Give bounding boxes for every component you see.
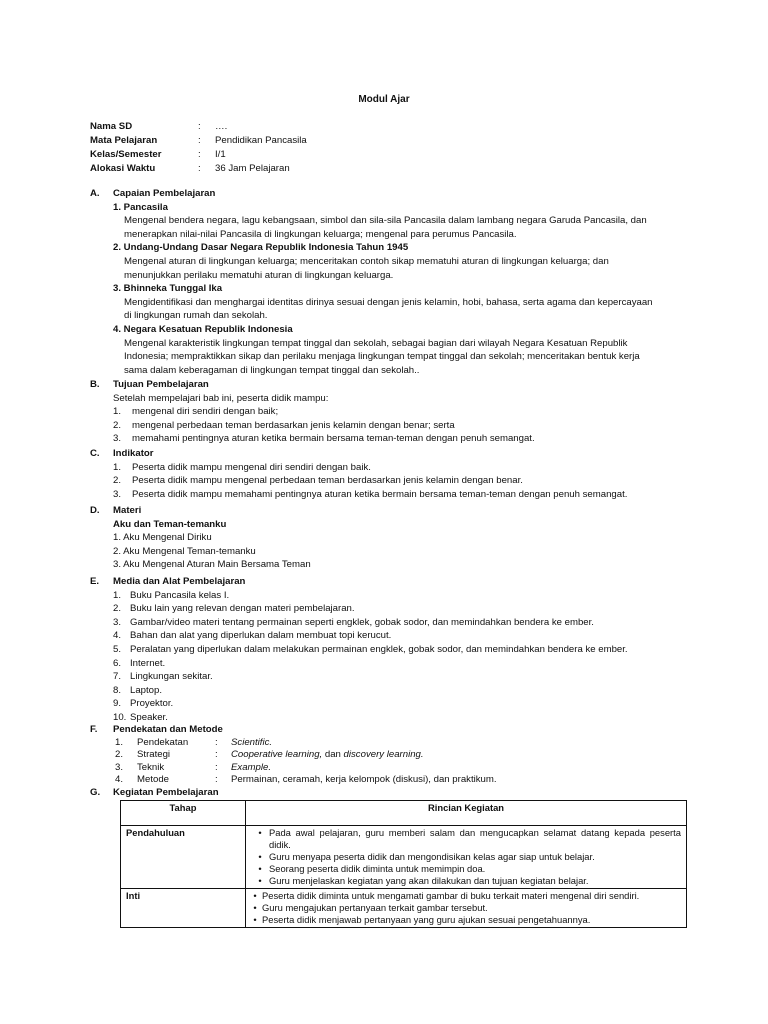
list-text: Gambar/video materi tentang permainan seperti engklek, gobak sodor, dan memindahkan bendera ke ember. [130,616,594,628]
bullet-item [248,902,681,914]
list-number: 9. [113,698,122,710]
list-text: Lingkungan sekitar. [130,671,213,683]
list-text: Laptop. [130,684,163,696]
section-pendekatan [90,723,690,787]
method-row [115,749,690,762]
list-item [113,657,690,671]
list-item [113,684,690,698]
section-heading [90,187,690,201]
identity-colon: : [198,163,201,174]
bullet-text: Guru menjelaskan kegiatan yang akan dilakukan dan tujuan kegiatan belajar. [269,875,589,886]
details-cell [246,826,687,889]
bullet-symbol: • [253,902,257,913]
list-text: Peserta didik mampu mengenal perbedaan teman berdasarkan jenis kelamin dengan benar. [132,475,523,487]
list-number: 1. [113,406,122,418]
list-item [113,461,690,475]
list-number: 3. [113,616,122,628]
bullet-item [251,827,681,851]
list-number: 2. [113,475,122,487]
table-row [121,826,687,889]
list-item [113,432,690,446]
method-value: Permainan, ceramah, kerja kelompok (diskusi), dan praktikum. [231,774,497,786]
method-row [115,762,690,775]
list-text: Speaker. [130,711,168,723]
identity-label: Mata Pelajaran [90,135,158,146]
bullet-symbol: • [258,827,262,838]
list-item [113,474,690,488]
list-item [113,589,690,603]
list-number: 2. [113,603,122,615]
list-item [113,616,690,630]
section-letter: D. [90,505,100,516]
section-heading [90,447,690,461]
capaian-subheading: 1. Pancasila [113,201,168,213]
bullet-symbol: • [253,890,257,901]
list-number: 5. [113,643,122,655]
identity-value: …. [215,121,228,132]
identity-row [90,120,307,134]
bullet-text: Seorang peserta didik diminta untuk memimpin doa. [269,863,486,874]
method-colon: : [215,761,218,773]
bullet-text: Guru mengajukan pertanyaan terkait gambar tersebut. [262,902,488,913]
section-intro: Setelah mempelajari bab ini, peserta didik mampu: [113,392,329,404]
section-title: Tujuan Pembelajaran [113,379,209,390]
section-media [90,575,690,725]
list-number: 10. [113,711,127,723]
method-key: Pendekatan [137,736,189,748]
paragraph-line: menerapkan nilai-nilai Pancasila di lingkungan keluarga; mengenal para perumus Pancasila. [124,228,517,240]
section-letter: C. [90,448,100,459]
list-item [113,488,690,502]
method-value: dan [322,749,344,761]
section-title: Kegiatan Pembelajaran [113,787,219,798]
method-value: Scientific. [231,736,273,748]
list-item [113,697,690,711]
capaian-subheading: 2. Undang-Undang Dasar Negara Republik Indonesia Tahun 1945 [113,242,409,254]
paragraph-line: Mengidentifikasi dan menghargai identitas dirinya sesuai dengan jenis kelamin, hobi, bahasa, serta agama dan kepercayaan [124,296,653,308]
list-number: 3. [113,433,122,445]
method-key: Strategi [137,749,171,761]
identity-label: Nama SD [90,121,133,132]
table-header-row [121,801,687,826]
paragraph-line: menunjukkan perilaku mematuhi aturan di lingkungan keluarga. [124,269,394,281]
list-number: 6. [113,657,122,669]
paragraph-line: Indonesia; mempraktikkan sikap dan perilaku menjaga lingkungan tempat tinggal dan sekolah; menceritakan bentuk kerja [124,351,640,363]
section-kegiatan [90,786,690,800]
section-title: Pendekatan dan Metode [113,724,223,735]
list-number: 1. [113,589,122,601]
identity-block [90,120,307,176]
section-heading [90,786,690,800]
list-text: Peserta didik mampu mengenal diri sendiri dengan baik. [132,461,371,473]
identity-label: Alokasi Waktu [90,163,156,174]
bullet-item [251,875,681,887]
stage-cell: Pendahuluan [121,826,246,889]
bullet-text: Guru menyapa peserta didik dan mengondisikan kelas agar siap untuk belajar. [269,851,595,862]
list-number: 2. [115,749,124,761]
table-header-rincian: Rincian Kegiatan [246,801,687,826]
bullet-text: Peserta didik menjawab pertanyaan yang guru ajukan sesuai pengetahuannya. [262,914,591,925]
section-tujuan [90,378,690,446]
list-number: 4. [113,630,122,642]
list-text: mengenal perbedaan teman berdasarkan jenis kelamin dengan benar; serta [132,419,455,431]
table-header-tahap: Tahap [121,801,246,826]
section-heading [90,504,690,518]
list-number: 2. [113,419,122,431]
identity-row [90,162,307,176]
identity-value: 36 Jam Pelajaran [215,163,290,174]
list-number: 4. [115,774,124,786]
table-row [121,889,687,928]
stage-cell: Inti [121,889,246,928]
capaian-subheading: 4. Negara Kesatuan Republik Indonesia [113,323,293,335]
materi-item: 2. Aku Mengenal Teman-temanku [113,545,256,557]
section-title: Media dan Alat Pembelajaran [113,576,246,587]
materi-subheading: Aku dan Teman-temanku [113,518,227,530]
method-colon: : [215,774,218,786]
section-capaian [90,187,690,377]
list-item [113,629,690,643]
bullet-text: Peserta didik diminta untuk mengamati gambar di buku terkait materi mengenal diri sendiri. [262,890,640,901]
section-letter: G. [90,787,101,798]
identity-value: I/1 [215,149,226,160]
identity-row [90,134,307,148]
bullet-symbol: • [258,851,262,862]
list-number: 3. [113,488,122,500]
identity-colon: : [198,121,201,132]
identity-row [90,148,307,162]
bullet-text: Pada awal pelajaran, guru memberi salam dan mengucapkan selamat datang kepada peserta didik. [269,827,681,850]
list-number: 1. [113,461,122,473]
method-colon: : [215,749,218,761]
method-value: Cooperative learning, [231,749,323,761]
materi-item: 1. Aku Mengenal Diriku [113,532,212,544]
list-text: Peralatan yang diperlukan dalam melakukan permainan engklek, gobak sodor, dan memindahkan bendera ke ember. [130,643,628,655]
method-row [115,737,690,750]
method-value: Example. [231,761,271,773]
materi-item: 3. Aku Mengenal Aturan Main Bersama Teman [113,559,311,571]
method-value: discovery learning. [343,749,424,761]
paragraph-line: Mengenal aturan di lingkungan keluarga; menceritakan contoh sikap mematuhi aturan di lingkungan keluarga; dan [124,255,609,267]
section-indikator [90,447,690,501]
list-number: 3. [115,761,124,773]
list-text: Bahan dan alat yang diperlukan dalam membuat topi kerucut. [130,630,392,642]
bullet-item [251,851,681,863]
list-text: mengenal diri sendiri dengan baik; [132,406,279,418]
section-title: Capaian Pembelajaran [113,188,216,199]
list-item [113,405,690,419]
list-text: Internet. [130,657,166,669]
paragraph-line: di lingkungan rumah dan sekolah. [124,310,268,322]
section-letter: A. [90,188,100,199]
paragraph-line: sama dalam keberagaman di lingkungan tempat tinggal dan sekolah.. [124,364,420,376]
list-text: Peserta didik mampu memahami pentingnya aturan ketika bermain bersama teman-teman dengan penuh semangat. [132,488,628,500]
list-item [113,602,690,616]
identity-colon: : [198,149,201,160]
section-letter: B. [90,379,100,390]
bullet-symbol: • [258,875,262,886]
paragraph-line: Mengenal karakteristik lingkungan tempat tinggal dan sekolah, sebagai bagian dari wilayah Negara Kesatuan Republik [124,337,628,349]
method-key: Metode [137,774,169,786]
section-letter: F. [90,724,98,735]
section-title: Indikator [113,448,154,459]
bullet-symbol: • [258,863,262,874]
paragraph-line: Mengenal bendera negara, lagu kebangsaan, simbol dan sila-sila Pancasila dalam lambang negara Garuda Pancasila, dan [124,215,647,227]
list-item [113,670,690,684]
bullet-item [248,890,681,902]
list-number: 8. [113,684,122,696]
list-number: 7. [113,671,122,683]
list-text: Buku Pancasila kelas I. [130,589,230,601]
section-letter: E. [90,576,100,587]
identity-label: Kelas/Semester [90,149,162,160]
section-title: Materi [113,505,142,516]
list-item [113,419,690,433]
capaian-subheading: 3. Bhinneka Tunggal Ika [113,283,223,295]
list-text: memahami pentingnya aturan ketika bermain bersama teman-teman dengan penuh semangat. [132,433,535,445]
bullet-item [248,914,681,926]
details-cell [246,889,687,928]
method-colon: : [215,736,218,748]
identity-value: Pendidikan Pancasila [215,135,307,146]
document-title: Modul Ajar [358,94,410,105]
bullet-symbol: • [253,914,257,925]
section-heading [90,575,690,589]
section-heading [90,378,690,392]
activity-table [120,800,687,928]
identity-colon: : [198,135,201,146]
list-item [113,643,690,657]
section-heading [90,723,690,737]
method-key: Teknik [137,761,165,773]
list-text: Proyektor. [130,698,174,710]
bullet-item [251,863,681,875]
section-materi [90,504,690,572]
list-number: 1. [115,736,124,748]
list-text: Buku lain yang relevan dengan materi pembelajaran. [130,603,355,615]
